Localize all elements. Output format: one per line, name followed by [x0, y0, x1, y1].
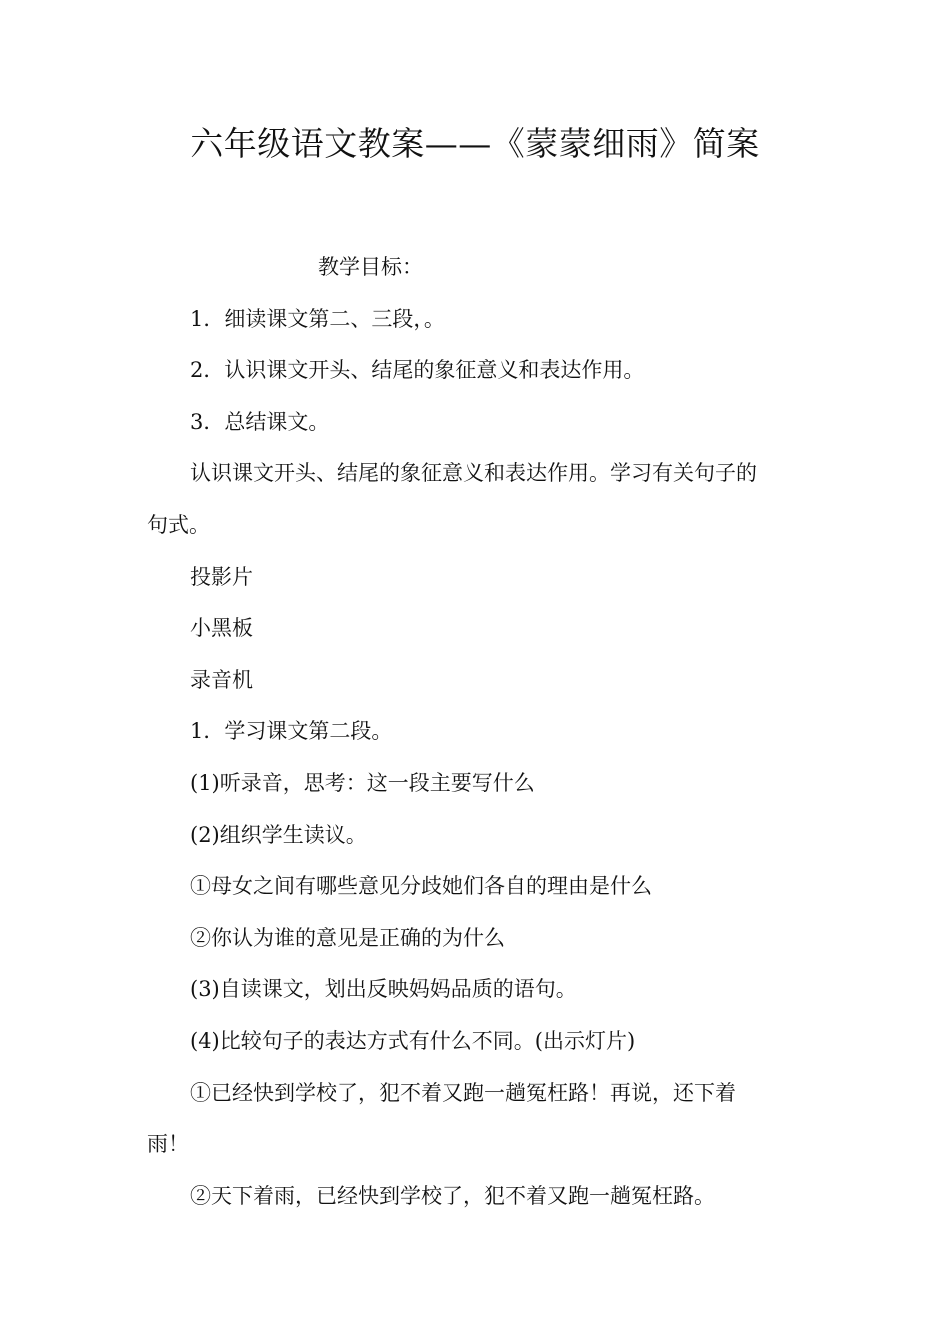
paragraph-line: 投影片	[190, 564, 253, 589]
paragraph-line: ②天下着雨，已经快到学校了，犯不着又跑一趟冤枉路。	[190, 1183, 715, 1208]
paragraph-line: (4)比较句子的表达方式有什么不同。(出示灯片)	[190, 1028, 636, 1053]
paragraph-line: 3．总结课文。	[190, 409, 330, 434]
paragraph-line: 小黑板	[190, 616, 253, 641]
document-body	[147, 242, 807, 1222]
paragraph-line: 认识课文开头、结尾的象征意义和表达作用。学习有关句子的	[190, 461, 757, 486]
section-heading-teaching-goals: 教学目标：	[318, 255, 423, 279]
document-title: 六年级语文教案——《蒙蒙细雨》简案	[190, 124, 760, 163]
paragraph-line: ①已经快到学校了，犯不着又跑一趟冤枉路！再说，还下着	[190, 1080, 736, 1105]
paragraph-line: 1．细读课文第二、三段，。	[190, 306, 445, 331]
paragraph-line: ①母女之间有哪些意见分歧她们各自的理由是什么	[190, 874, 652, 899]
paragraph-line: 2．认识课文开头、结尾的象征意义和表达作用。	[190, 358, 645, 383]
paragraph-line: (2)组织学生读议。	[190, 822, 367, 847]
paragraph-line-continued: 句式。	[147, 512, 210, 537]
paragraph-line: (3)自读课文，划出反映妈妈品质的语句。	[190, 977, 577, 1002]
paragraph-line-continued: 雨！	[147, 1132, 189, 1157]
paragraph-line: 1．学习课文第二段。	[190, 719, 393, 744]
paragraph-line: ②你认为谁的意见是正确的为什么	[190, 925, 505, 950]
paragraph-line: (1)听录音，思考：这一段主要写什么	[190, 770, 535, 795]
paragraph-line: 录音机	[190, 667, 253, 692]
